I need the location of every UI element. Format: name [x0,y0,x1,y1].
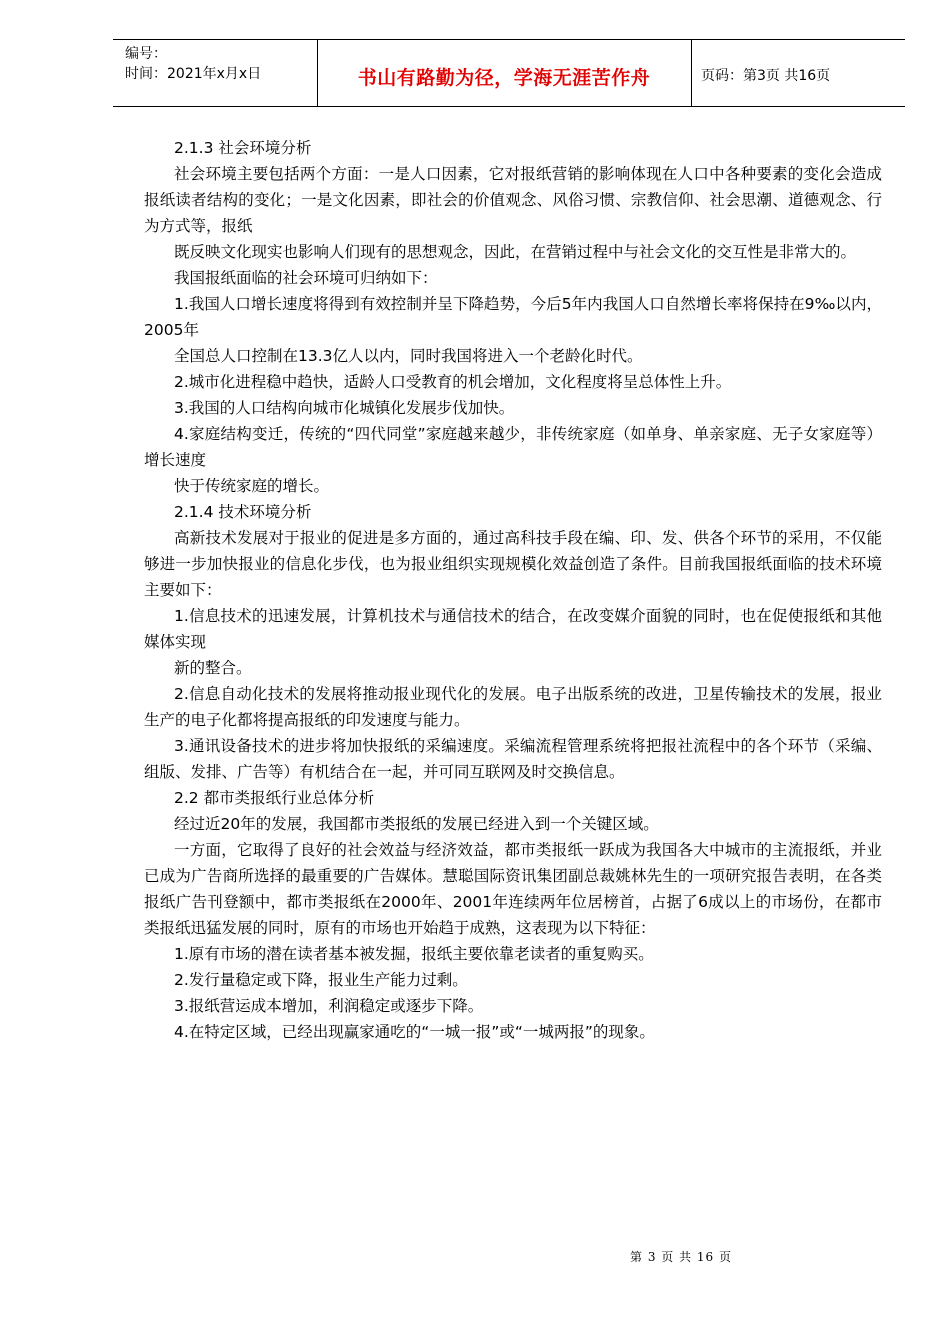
page-header [113,39,905,107]
document-time-label: 时间：2021年x月x日 [125,66,262,82]
list-item: 2.信息自动化技术的发展将推动报业现代化的发展。电子出版系统的改进，卫星传输技术的发展，报业生产的电子化都将提高报纸的印发速度与能力。 [144,685,882,729]
paragraph: 社会环境主要包括两个方面：一是人口因素，它对报纸营销的影响体现在人口中各种要素的变化会造成报纸读者结构的变化；一是文化因素，即社会的价值观念、风俗习惯、宗教信仰、社会思潮、道德观念、行为方式等，报纸 [144,165,882,235]
section-heading: 2.2 都市类报纸行业总体分析 [174,789,375,807]
header-page-code: 页码：第3页 共16页 [701,68,831,84]
section-heading: 2.1.3 社会环境分析 [174,139,312,157]
list-item: 1.我国人口增长速度将得到有效控制并呈下降趋势，今后5年内我国人口自然增长率将保持在9‰以内，2005年 [144,295,882,339]
section-heading: 2.1.4 技术环境分析 [174,503,312,521]
paragraph: 我国报纸面临的社会环境可归纳如下： [174,269,438,287]
list-item: 2.城市化进程稳中趋快，适龄人口受教育的机会增加，文化程度将呈总体性上升。 [174,373,732,391]
list-item: 1.原有市场的潜在读者基本被发掘，报纸主要依靠老读者的重复购买。 [174,945,654,963]
paragraph: 一方面，它取得了良好的社会效益与经济效益，都市类报纸一跃成为我国各大中城市的主流报纸，并业已成为广告商所选择的最重要的广告媒体。慧聪国际资讯集团副总裁姚林先生的一项研究报告表明，在各类报纸广告刊登额中，都市类报纸在2000年、2001年连续两年位居榜首，占据了6成以上的市场份，在都市类报纸迅猛发展的同时，原有的市场也开始趋于成熟，这表现为以下特征： [144,841,882,937]
list-item: 4.家庭结构变迁，传统的“四代同堂”家庭越来越少，非传统家庭（如单身、单亲家庭、无子女家庭等）增长速度 [144,425,882,469]
paragraph: 新的整合。 [174,659,252,677]
document-number-label: 编号： [125,46,167,62]
list-item: 3.通讯设备技术的进步将加快报纸的采编速度。采编流程管理系统将把报社流程中的各个环节（采编、组版、发排、广告等）有机结合在一起，并可同互联网及时交换信息。 [144,737,882,781]
header-mid-cell [317,40,692,106]
header-left-cell [113,40,318,106]
header-motto: 书山有路勤为径，学海无涯苦作舟 [357,67,651,89]
page-footer: 第 3 页 共 16 页 [630,1250,732,1264]
list-item: 1.信息技术的迅速发展，计算机技术与通信技术的结合，在改变媒介面貌的同时，也在促使报纸和其他媒体实现 [144,607,882,651]
document-body [144,135,882,1045]
list-item: 4.在特定区域，已经出现赢家通吃的“一城一报”或“一城两报”的现象。 [174,1023,655,1041]
list-item: 3.我国的人口结构向城市化城镇化发展步伐加快。 [174,399,515,417]
paragraph: 快于传统家庭的增长。 [174,477,330,495]
list-item: 2.发行量稳定或下降，报业生产能力过剩。 [174,971,468,989]
paragraph: 经过近20年的发展，我国都市类报纸的发展已经进入到一个关键区域。 [174,815,659,833]
paragraph: 既反映文化现实也影响人们现有的思想观念，因此，在营销过程中与社会文化的交互性是非常大的。 [174,243,857,261]
list-item: 3.报纸营运成本增加，利润稳定或逐步下降。 [174,997,484,1015]
header-right-cell [691,40,905,106]
paragraph: 高新技术发展对于报业的促进是多方面的，通过高科技手段在编、印、发、供各个环节的采用，不仅能够进一步加快报业的信息化步伐，也为报业组织实现规模化效益创造了条件。目前我国报纸面临的技术环境主要如下： [144,529,882,599]
paragraph: 全国总人口控制在13.3亿人以内，同时我国将进入一个老龄化时代。 [174,347,643,365]
